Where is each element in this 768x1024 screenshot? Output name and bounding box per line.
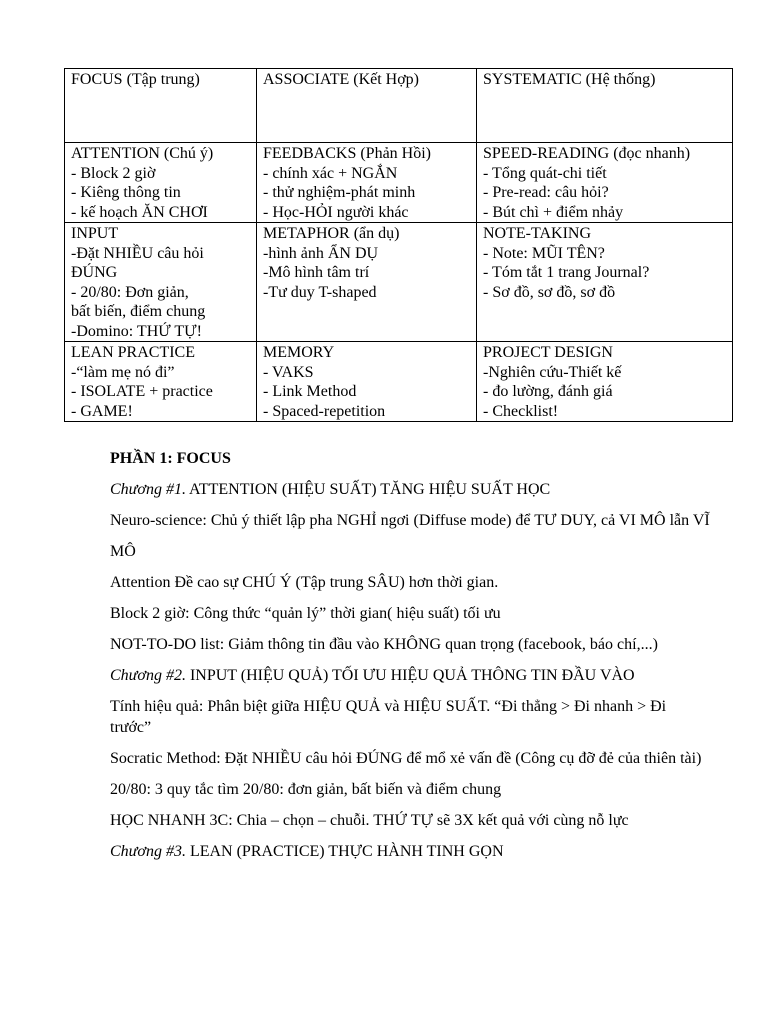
cell-line: - kế hoạch ĂN CHƠI — [71, 203, 208, 221]
table-cell — [477, 223, 733, 342]
chapter-2-title: INPUT (HIỆU QUẢ) TỐI ƯU HIỆU QUẢ THÔNG TIN ĐẦU VÀO — [185, 667, 635, 684]
cell-line: ASSOCIATE (Kết Hợp) — [263, 71, 420, 88]
cell-line: bất biến, điểm chung — [71, 303, 206, 320]
cell-line: SPEED-READING (đọc nhanh) — [483, 145, 691, 162]
table-cell — [477, 69, 733, 143]
cell-line: FEEDBACKS (Phản Hồi) — [263, 145, 432, 162]
chapter-3-heading — [110, 841, 710, 862]
cell-line: - Bút chì + điểm nhảy — [483, 203, 624, 221]
chapter-3-label: Chương #3. — [110, 843, 186, 860]
table-cell — [257, 342, 477, 422]
chapter-1-heading — [110, 479, 710, 500]
table-cell — [257, 69, 477, 143]
table-row — [65, 143, 733, 223]
table-row — [65, 223, 733, 342]
cell-line: - Tổng quát-chi tiết — [483, 164, 607, 182]
paragraph-socratic: Socratic Method: Đặt NHIỀU câu hỏi ĐÚNG để mổ xẻ vấn đề (Công cụ đỡ đẻ của thiên tài) — [110, 750, 702, 767]
chapter-2-heading — [110, 665, 710, 686]
cell-line: - Pre-read: câu hỏi? — [483, 184, 609, 201]
cell-line: - Học-HỎI người khác — [263, 203, 409, 221]
cell-line: - thử nghiệm-phát minh — [263, 184, 416, 201]
cell-line: PROJECT DESIGN — [483, 344, 613, 361]
chapter-3-title: LEAN (PRACTICE) THỰC HÀNH TINH GỌN — [185, 843, 504, 860]
section-heading: PHẦN 1: FOCUS — [110, 450, 231, 467]
document-body — [110, 448, 710, 872]
cell-line: LEAN PRACTICE — [71, 344, 195, 361]
cell-line: - Spaced-repetition — [263, 402, 386, 420]
summary-table — [64, 68, 733, 422]
table-cell — [477, 143, 733, 223]
cell-line: - Block 2 giờ — [71, 164, 156, 182]
cell-line: NOTE-TAKING — [483, 225, 592, 242]
cell-line: METAPHOR (ẩn dụ) — [263, 225, 400, 242]
table-cell — [65, 223, 257, 342]
cell-line: -Nghiên cứu-Thiết kế — [483, 363, 622, 381]
cell-line: -Mô hình tâm trí — [263, 264, 370, 281]
cell-line: - Sơ đồ, sơ đồ, sơ đồ — [483, 283, 616, 301]
paragraph-mo: MÔ — [110, 543, 136, 560]
cell-line: -Domino: THỨ TỰ! — [71, 322, 202, 340]
paragraph-attention: Attention Đề cao sự CHÚ Ý (Tập trung SÂU) hơn thời gian. — [110, 574, 499, 591]
cell-line: - ISOLATE + practice — [71, 383, 213, 400]
chapter-1-title: ATTENTION (HIỆU SUẤT) TĂNG HIỆU SUẤT HỌC — [185, 481, 551, 498]
cell-line: - VAKS — [263, 363, 314, 381]
cell-line: - Kiêng thông tin — [71, 184, 181, 201]
table-row — [65, 69, 733, 143]
cell-line: - Note: MŨI TÊN? — [483, 244, 605, 262]
cell-line: -hình ảnh ẨN DỤ — [263, 244, 379, 262]
cell-line: -Tư duy T-shaped — [263, 283, 377, 301]
cell-line: ATTENTION (Chú ý) — [71, 145, 214, 162]
cell-line: INPUT — [71, 225, 119, 242]
paragraph-3c: HỌC NHANH 3C: Chia – chọn – chuỗi. THỨ TỰ sẽ 3X kết quả với cùng nỗ lực — [110, 812, 629, 829]
cell-line: MEMORY — [263, 344, 335, 361]
chapter-1-label: Chương #1. — [110, 481, 186, 498]
cell-line: - Link Method — [263, 383, 357, 400]
paragraph-neuro-science: Neuro-science: Chủ ý thiết lập pha NGHỈ ngơi (Diffuse mode) để TƯ DUY, cả VI MÔ lẫn VĨ — [110, 512, 710, 529]
summary-table-body — [65, 69, 733, 422]
table-cell — [65, 342, 257, 422]
cell-line: - chính xác + NGẮN — [263, 164, 398, 182]
chapter-2-label: Chương #2. — [110, 667, 186, 684]
table-row — [65, 342, 733, 422]
table-cell — [477, 342, 733, 422]
table-cell — [257, 223, 477, 342]
paragraph-block-2h: Block 2 giờ: Công thức “quản lý” thời gian( hiệu suất) tối ưu — [110, 605, 501, 622]
table-cell — [257, 143, 477, 223]
cell-line: - đo lường, đánh giá — [483, 383, 613, 400]
table-cell — [65, 69, 257, 143]
cell-line: SYSTEMATIC (Hệ thống) — [483, 71, 656, 88]
cell-line: - GAME! — [71, 402, 133, 420]
cell-line: - Checklist! — [483, 402, 559, 420]
table-cell — [65, 143, 257, 223]
cell-line: -Đặt NHIỀU câu hỏi — [71, 244, 204, 262]
cell-line: - Tóm tắt 1 trang Journal? — [483, 264, 650, 281]
cell-line: FOCUS (Tập trung) — [71, 71, 200, 88]
cell-line: - 20/80: Đơn giản, — [71, 283, 189, 301]
paragraph-not-to-do: NOT-TO-DO list: Giảm thông tin đầu vào KHÔNG quan trọng (facebook, báo chí,...) — [110, 636, 658, 653]
paragraph-20-80: 20/80: 3 quy tắc tìm 20/80: đơn giản, bất biến và điểm chung — [110, 781, 502, 798]
paragraph-efficiency: Tính hiệu quả: Phân biệt giữa HIỆU QUẢ và HIỆU SUẤT. “Đi thẳng > Đi nhanh > Đi trước” — [110, 698, 667, 736]
cell-line: -“làm mẹ nó đi” — [71, 363, 175, 381]
cell-line: ĐÚNG — [71, 264, 118, 281]
